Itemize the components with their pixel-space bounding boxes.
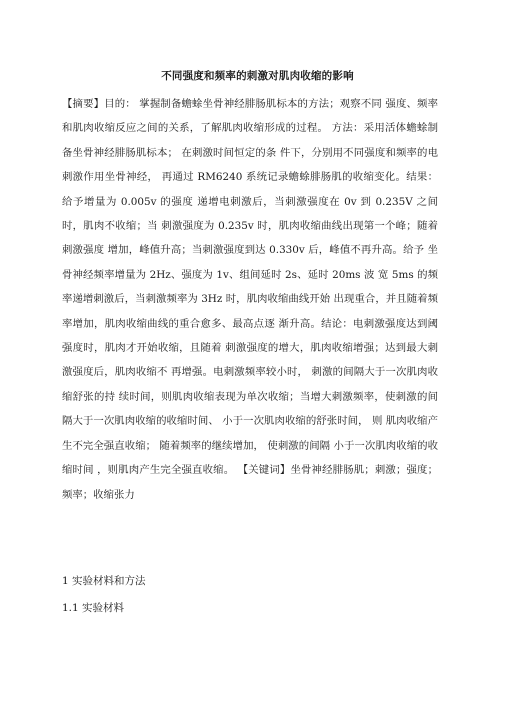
subsection-heading-materials: 1.1 实验材料	[62, 602, 125, 614]
document-title: 不同强度和频率的刺激对肌肉收缩的影响	[161, 70, 354, 82]
section-heading-materials-methods: 1 实验材料和方法	[62, 575, 146, 587]
abstract-paragraph: 【摘要】目的： 掌握制备蟾蜍坐骨神经腓肠肌标本的方法；观察不同 强度、频率和肌肉收缩反应之间的关系，了解肌肉收缩形成的过程。 方法：采用活体蟾蜍制备坐骨神经腓肠肌标本； 在刺激时间恒定的条 件下，分别用不同强度和频率的电刺激作用坐骨神经， 再通过 RM6240 系统记录蟾蜍腓肠肌的收缩变化。结果：给予增量为 0.005v 的强度 递增电刺激后，当刺激强度在 0v 到 0.235V 之间时，肌肉不收缩；当 刺激强度为 0.235v 时，肌肉收缩曲线出现第一个峰；随着刺激强度 增加，峰值升高；当刺激强度到达 0.330v 后，峰值不再升高。给予 坐骨神经频率增量为 2Hz、强度为 1v、组间延时 2s、延时 20ms 波 宽 5ms 的频率递增刺激后，当刺激频率为 3Hz 时，肌肉收缩曲线开始 出现重合，并且随着频率增加，肌肉收缩曲线的重合愈多、最高点逐 渐升高。结论：电刺激强度达到阈强度时，肌肉才开始收缩，且随着 刺激强度的增大，肌肉收缩增强；达到最大刺激强度后，肌肉收缩不 再增强。电刺激频率较小时， 刺激的间隔大于一次肌肉收缩舒张的持 续时间，则肌肉收缩表现为单次收缩；当增大刺激频率，使刺激的间 隔大于一次肌肉收缩的收缩时间、 小于一次肌肉收缩的舒张时间， 则 肌肉收缩产生不完全强直收缩； 随着频率的继续增加， 使刺激的间隔 小于一次肌肉收缩的收缩时间 ，则肌肉产生完全强直收缩。 【关键词】坐骨神经腓肠肌；刺激；强度；频率；收缩张力	[62, 98, 438, 501]
